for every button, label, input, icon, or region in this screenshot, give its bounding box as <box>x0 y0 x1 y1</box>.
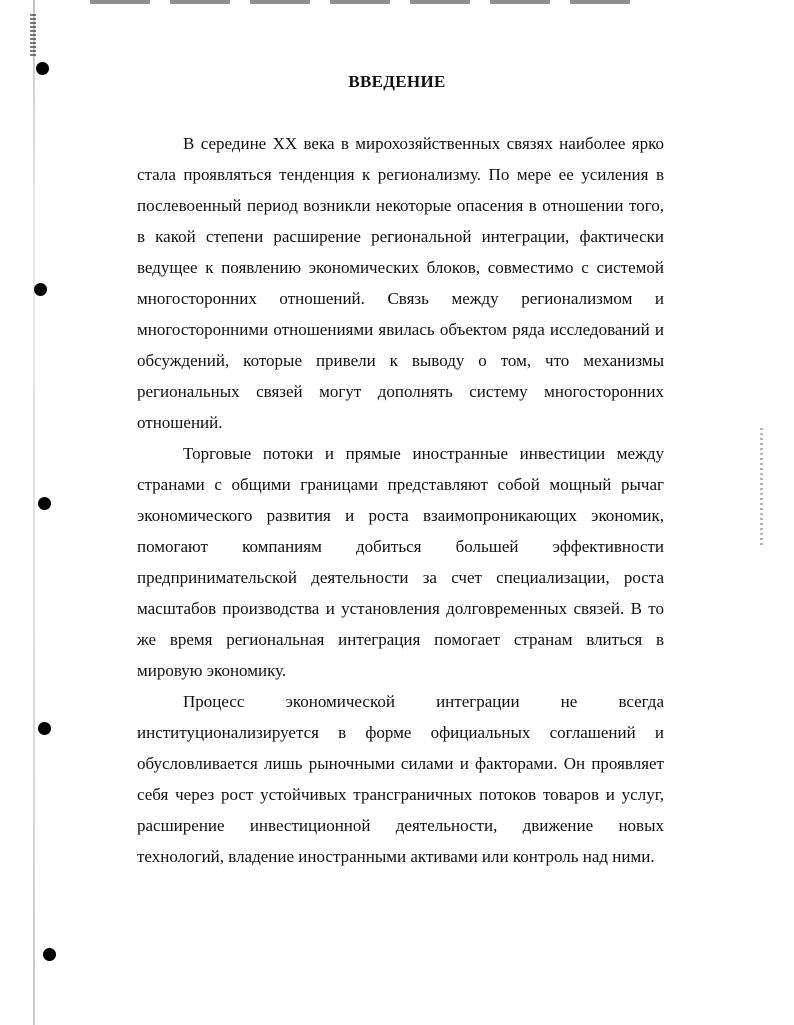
document-body <box>137 128 664 872</box>
punch-hole-4 <box>38 722 51 735</box>
punch-hole-5 <box>43 948 56 961</box>
scan-edge-top <box>90 0 650 4</box>
paragraph: Процесс экономической интеграции не всегда институционализируется в форме официальных соглашений и обусловливается лишь рыночными силами и факторами. Он проявляет себя через рост устойчивых трансграничных потоков товаров и услуг, расширение инвестиционной деятельности, движение новых технологий, владение иностранными активами или контроль над ними. <box>137 692 664 866</box>
punch-hole-2 <box>34 283 47 296</box>
punch-hole-3 <box>38 497 51 510</box>
scan-edge-right <box>760 428 763 548</box>
paragraph: В середине XX века в мирохозяйственных связях наиболее ярко стала проявляться тенденция к регионализму. По мере ее усиления в послевоенный период возникли некоторые опасения в отношении того, в какой степени расширение региональной интеграции, фактически ведущее к появлению экономических блоков, совместимо с системой многосторонних отношений. Связь между регионализмом и многосторонними отношениями явилась объектом ряда исследований и обсуждений, которые привели к выводу о том, что механизмы региональных связей могут дополнять систему многосторонних отношений. <box>137 134 664 432</box>
paragraph: Торговые потоки и прямые иностранные инвестиции между странами с общими границами представляют собой мощный рычаг экономического развития и роста взаимопроникающих экономик, помогают компаниям добиться большей эффективности предпринимательской деятельности за счет специализации, роста масштабов производства и установления долговременных связей. В то же время региональная интеграция помогает странам влиться в мировую экономику. <box>137 444 664 680</box>
scan-edge-left <box>33 0 35 1025</box>
scan-binding-marks <box>30 14 36 58</box>
section-heading: ВВЕДЕНИЕ <box>348 72 446 91</box>
